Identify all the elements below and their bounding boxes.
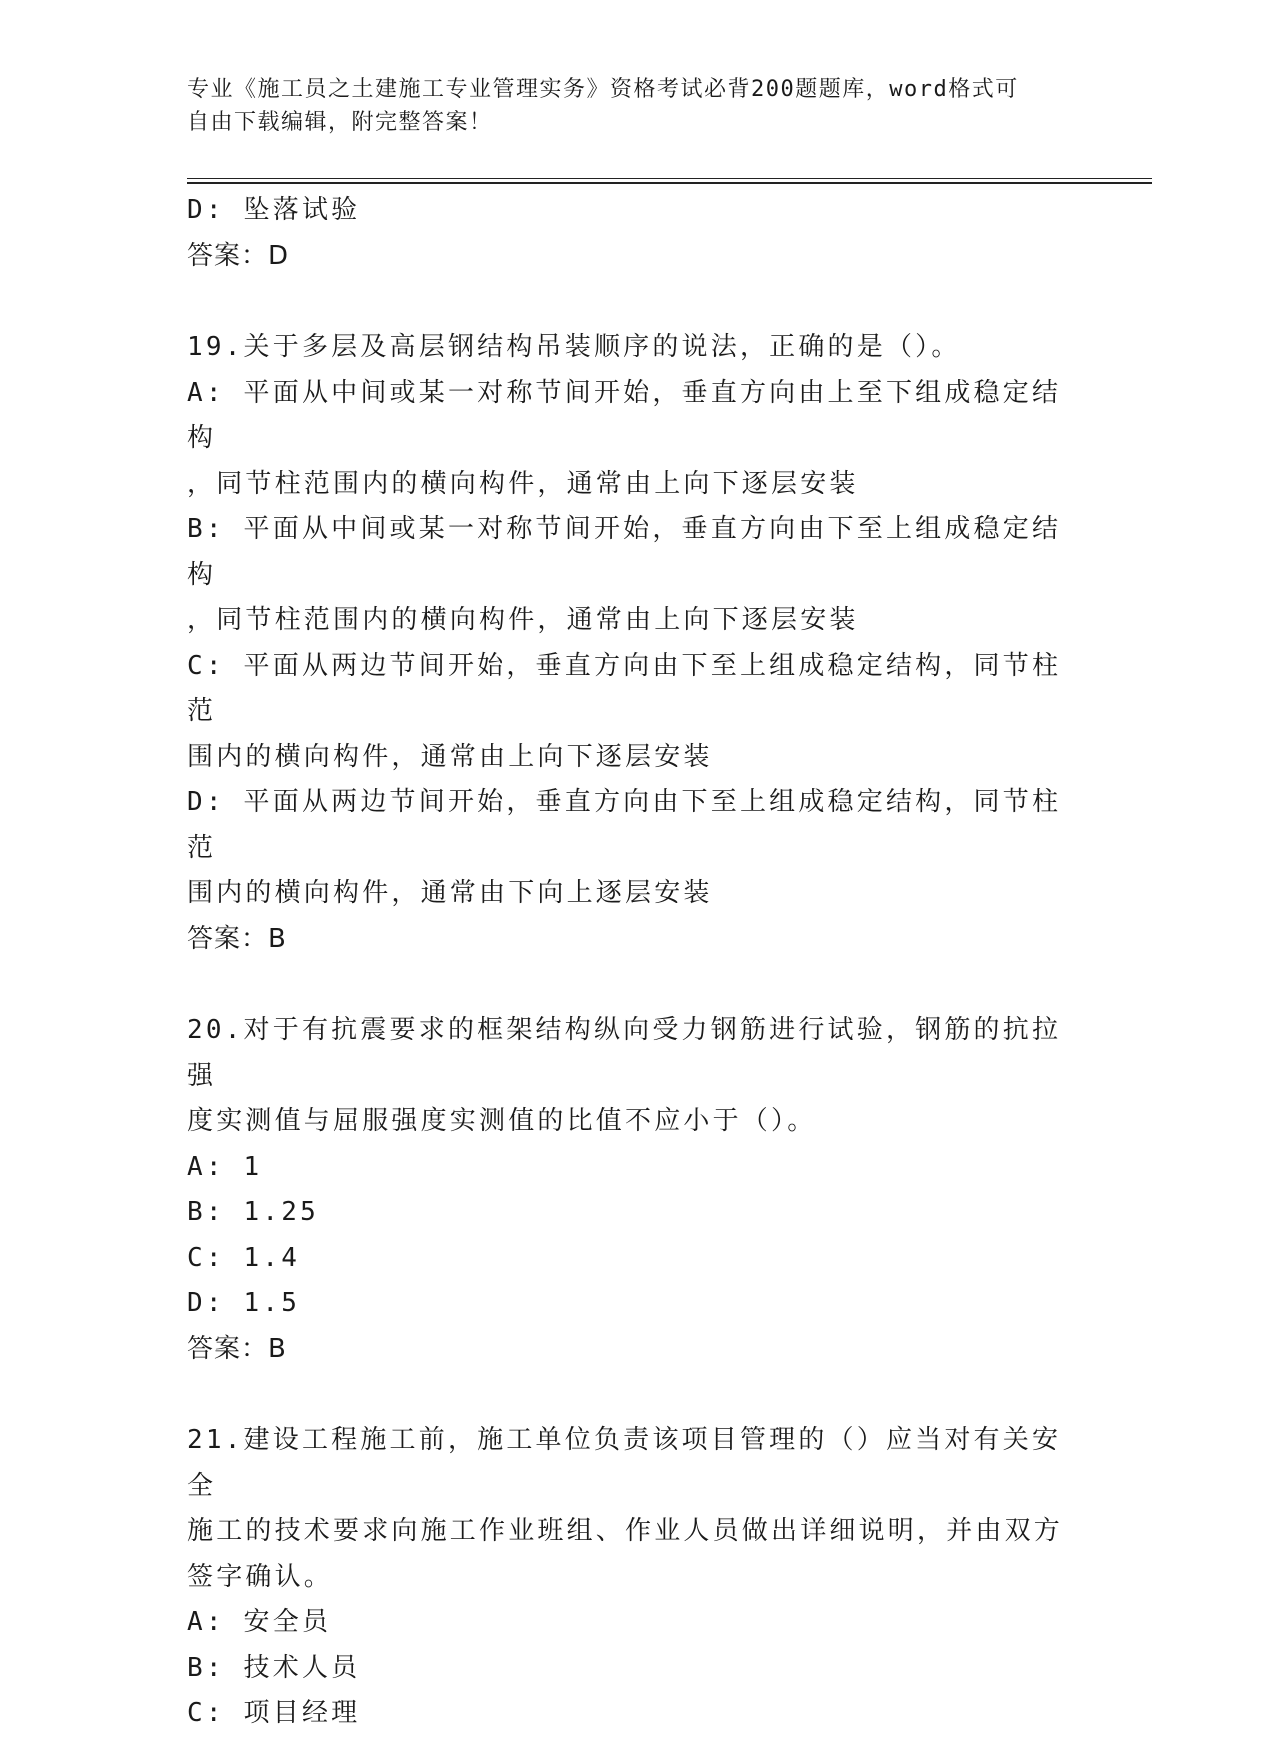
option-c: C: 1.4 [187,1242,301,1273]
option-a-line-1: A: 平面从中间或某一对称节间开始，垂直方向由上至下组成稳定结构 [187,377,1062,453]
spacer [187,279,1087,325]
option-c-line-2: 围内的横向构件，通常由上向下逐层安装 [187,741,713,772]
question-stem-line-1: 20.对于有抗震要求的框架结构纵向受力钢筋进行试验，钢筋的抗拉强 [187,1015,1062,1091]
option-c-line-1: C: 平面从两边节间开始，垂直方向由下至上组成稳定结构，同节柱范 [187,650,1062,726]
question-content [187,188,1087,1737]
answer-line: 答案：D [187,240,290,271]
header-divider-thin [187,178,1152,179]
spacer [187,962,1087,1008]
option-d-line-1: D: 平面从两边节间开始，垂直方向由下至上组成稳定结构，同节柱范 [187,787,1062,863]
option-a-line-2: ，同节柱范围内的横向构件，通常由上向下逐层安装 [187,468,859,499]
option-c: C: 项目经理 [187,1698,361,1728]
option-a: A: 1 [187,1151,263,1182]
option-d: D: 坠落试验 [187,195,361,225]
option-a: A: 安全员 [187,1607,332,1637]
question-19 [187,325,1087,962]
question-stem: 19.关于多层及高层钢结构吊装顺序的说法，正确的是（）。 [187,332,961,362]
document-header [187,73,1067,139]
option-d-line-2: 围内的横向构件，通常由下向上逐层安装 [187,878,713,908]
spacer [187,1372,1087,1418]
option-b-line-1: B: 平面从中间或某一对称节间开始，垂直方向由下至上组成稳定结构 [187,514,1062,590]
answer-line: 答案：B [187,923,287,954]
header-divider-thick [187,182,1152,184]
question-stem-line-3: 签字确认。 [187,1561,334,1592]
option-b: B: 技术人员 [187,1652,361,1683]
header-title-line-2: 自由下载编辑，附完整答案！ [187,110,493,135]
question-stem-line-2: 度实测值与屈服强度实测值的比值不应小于（）。 [187,1106,817,1136]
question-stem-line-1: 21.建设工程施工前，施工单位负责该项目管理的（）应当对有关安全 [187,1425,1062,1501]
previous-question-tail [187,188,1087,279]
question-21 [187,1418,1087,1737]
option-d: D: 1.5 [187,1288,301,1318]
header-title-line-1: 专业《施工员之土建施工专业管理实务》资格考试必背200题题库，word格式可 [187,77,1019,102]
option-b-line-2: ，同节柱范围内的横向构件，通常由上向下逐层安装 [187,605,859,635]
question-20 [187,1008,1087,1372]
answer-line: 答案：B [187,1333,287,1364]
question-stem-line-2: 施工的技术要求向施工作业班组、作业人员做出详细说明，并由双方 [187,1516,1064,1546]
option-b: B: 1.25 [187,1197,319,1227]
